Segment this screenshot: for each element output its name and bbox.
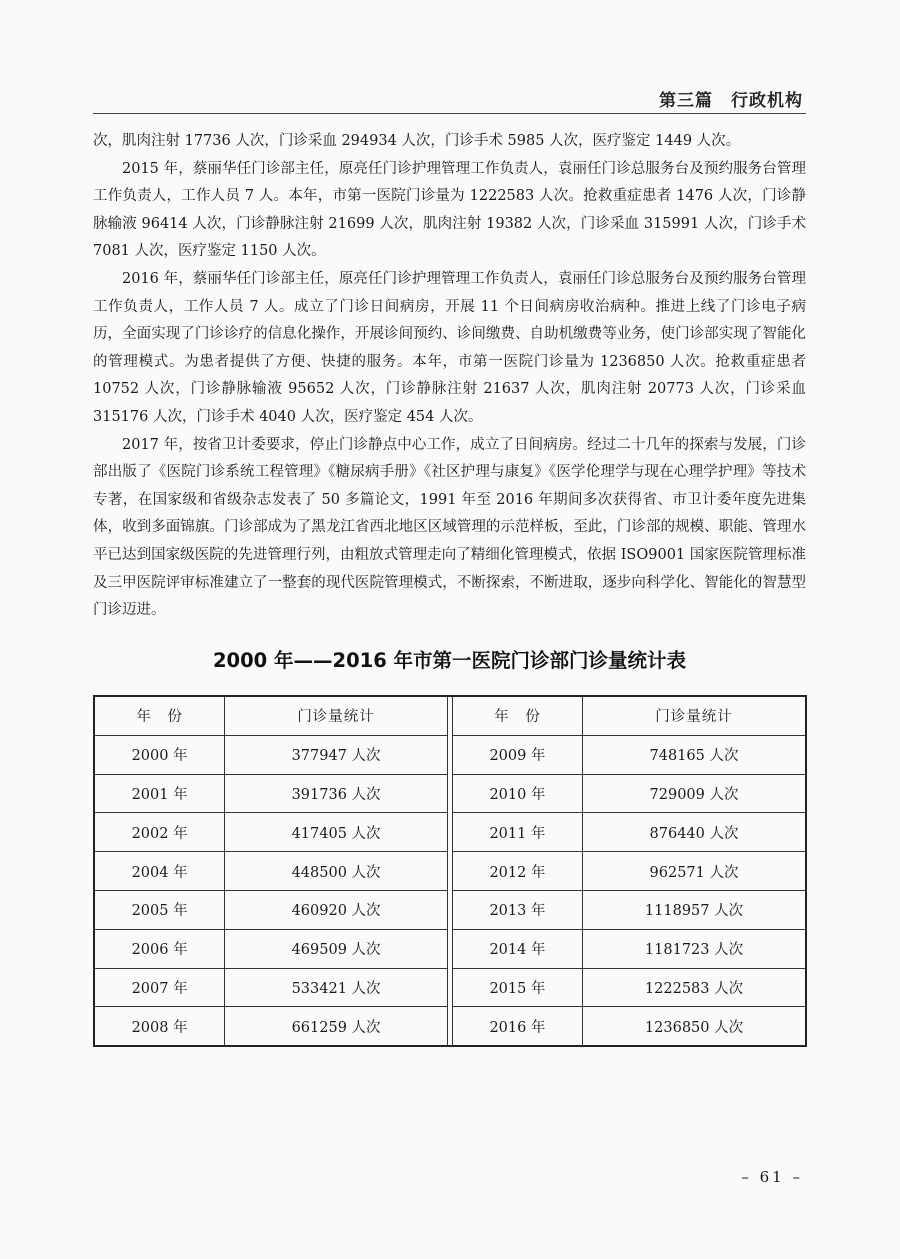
cell-year-left: 2000 年 [94,735,225,774]
header-year-right: 年 份 [452,696,582,735]
paragraph-2017: 2017 年，按省卫计委要求，停止门诊静点中心工作，成立了日间病房。经过二十几年的探索与发展，门诊部出版了《医院门诊系统工程管理》《糖尿病手册》《社区护理与康复》《医学伦理学与现在心理学护理》等技术专著，在国家级和省级杂志发表了 50 多篇论文，1991 年至 2016 年期间多次获得省、市卫计委年度先进集体，收到多面锦旗。门诊部成为了黑龙江省西北地区区域管理的示范样板，至此，门诊部的规模、职能、管理水平已达到国家级医院的先进管理行列，由粗放式管理走向了精细化管理模式，依据 ISO9001 国家医院管理标准及三甲医院评审标准建立了一整套的现代医院管理模式，不断探索，不断进取，逐步向科学化、智能化的智慧型门诊迈进。 [93,436,806,619]
table-row [94,890,806,929]
body-text [93,128,806,625]
cell-year-right: 2013 年 [452,890,582,929]
table-title: 2000 年——2016 年市第一医院门诊部门诊量统计表 [212,649,687,672]
header-year-left: 年 份 [94,696,225,735]
paragraph-2016: 2016 年，蔡丽华任门诊部主任，原亮任门诊护理管理工作负责人，袁丽任门诊总服务台及预约服务台管理工作负责人，工作人员 7 人。成立了门诊日间病房，开展 11 个日间病房收治病种。推进上线了门诊电子病历，全面实现了门诊诊疗的信息化操作，开展诊间预约、诊间缴费、自助机缴费等业务，使门诊部实现了智能化的管理模式。为患者提供了方便、快捷的服务。本年，市第一医院门诊量为 1236850 人次。抢救重症患者 10752 人次，门诊静脉输液 95652 人次，门诊静脉注射 21637 人次，肌肉注射 20773 人次，门诊采血 315176 人次，门诊手术 4040 人次，医疗鉴定 454 人次。 [93,270,806,425]
cell-year-left: 2008 年 [94,1007,225,1046]
cell-year-left: 2006 年 [94,929,225,968]
table-row [94,852,806,891]
cell-year-right: 2014 年 [452,929,582,968]
cell-count-right: 1236850 人次 [583,1007,806,1046]
page-number: – 61 – [741,1168,803,1186]
cell-year-right: 2016 年 [452,1007,582,1046]
cell-count-right: 748165 人次 [583,735,806,774]
cell-count-left: 377947 人次 [225,735,448,774]
cell-count-left: 533421 人次 [225,968,448,1007]
cell-count-left: 469509 人次 [225,929,448,968]
table-header-row [94,696,806,735]
cell-year-right: 2010 年 [452,774,582,813]
cell-year-right: 2011 年 [452,813,582,852]
cell-count-left: 391736 人次 [225,774,448,813]
cell-count-right: 729009 人次 [583,774,806,813]
table-body [94,735,806,1046]
visit-stats-table [93,695,807,1047]
cell-count-right: 1181723 人次 [583,929,806,968]
cell-count-left: 661259 人次 [225,1007,448,1046]
cell-count-left: 448500 人次 [225,852,448,891]
table-row [94,774,806,813]
cell-count-right: 876440 人次 [583,813,806,852]
table-row [94,735,806,774]
cell-year-left: 2002 年 [94,813,225,852]
cell-year-left: 2001 年 [94,774,225,813]
cell-year-left: 2007 年 [94,968,225,1007]
cell-count-right: 1222583 人次 [583,968,806,1007]
header-rule [93,113,806,114]
cell-year-right: 2012 年 [452,852,582,891]
cell-year-right: 2015 年 [452,968,582,1007]
cell-count-left: 460920 人次 [225,890,448,929]
cell-count-right: 1118957 人次 [583,890,806,929]
paragraph-2015: 2015 年，蔡丽华任门诊部主任，原亮任门诊护理管理工作负责人，袁丽任门诊总服务台及预约服务台管理工作负责人，工作人员 7 人。本年，市第一医院门诊量为 1222583 人次。抢救重症患者 1476 人次，门诊静脉输液 96414 人次，门诊静脉注射 21699 人次，肌肉注射 19382 人次，门诊采血 315991 人次，门诊手术 7081 人次，医疗鉴定 1150 人次。 [93,160,806,260]
paragraph-continuation: 次，肌肉注射 17736 人次，门诊采血 294934 人次，门诊手术 5985 人次，医疗鉴定 1449 人次。 [93,133,741,149]
table-row [94,929,806,968]
cell-count-left: 417405 人次 [225,813,448,852]
cell-year-right: 2009 年 [452,735,582,774]
header-count-right: 门诊量统计 [583,696,806,735]
header-count-left: 门诊量统计 [225,696,448,735]
running-head: 第三篇 行政机构 [659,91,803,111]
table-row [94,968,806,1007]
table-row [94,1007,806,1046]
cell-year-left: 2004 年 [94,852,225,891]
table-row [94,813,806,852]
cell-year-left: 2005 年 [94,890,225,929]
cell-count-right: 962571 人次 [583,852,806,891]
